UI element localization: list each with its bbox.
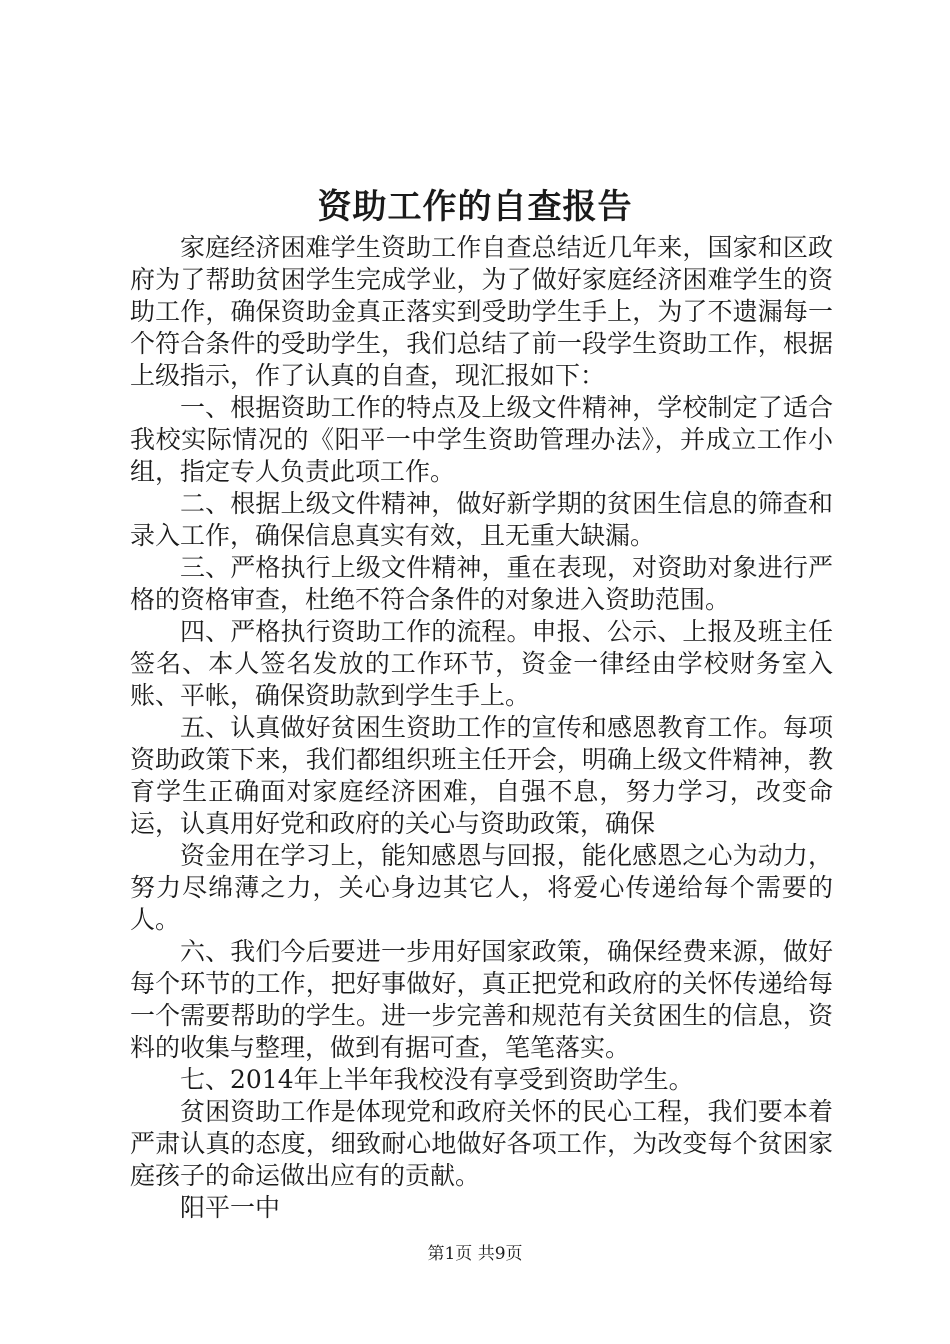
document-title: 资助工作的自查报告 bbox=[317, 187, 633, 227]
paragraph-item-3: 三、严格执行上级文件精神，重在表现，对资助对象进行严格的资格审查，杜绝不符合条件的对象进入资助范围。 bbox=[130, 553, 833, 614]
paragraph-item-5: 五、认真做好贫困生资助工作的宣传和感恩教育工作。每项资助政策下来，我们都组织班主任开会，明确上级文件精神，教育学生正确面对家庭经济困难，自强不息，努力学习，改变命运，认真用好党和政府的关心与资助政策，确保 bbox=[130, 713, 833, 838]
document-body bbox=[130, 232, 833, 1224]
paragraph-item-7: 七、2014年上半年我校没有享受到资助学生。 bbox=[180, 1065, 694, 1094]
page-indicator: 第1页 共9页 bbox=[427, 1244, 523, 1264]
paragraph-intro: 家庭经济困难学生资助工作自查总结近几年来，国家和区政府为了帮助贫困学生完成学业，为了做好家庭经济困难学生的资助工作，确保资助金真正落实到受助学生手上，为了不遗漏每一个符合条件的受助学生，我们总结了前一段学生资助工作，根据上级指示，作了认真的自查，现汇报如下： bbox=[130, 233, 833, 390]
paragraph-item-1: 一、根据资助工作的特点及上级文件精神，学校制定了适合我校实际情况的《阳平一中学生资助管理办法》，并成立工作小组，指定专人负责此项工作。 bbox=[130, 393, 833, 486]
paragraph-conclusion: 贫困资助工作是体现党和政府关怀的民心工程，我们要本着严肃认真的态度，细致耐心地做好各项工作，为改变每个贫困家庭孩子的命运做出应有的贡献。 bbox=[130, 1097, 833, 1190]
paragraph-item-6: 六、我们今后要进一步用好国家政策，确保经费来源，做好每个环节的工作，把好事做好，真正把党和政府的关怀传递给每一个需要帮助的学生。进一步完善和规范有关贫困生的信息，资料的收集与整理，做到有据可查，笔笔落实。 bbox=[130, 937, 833, 1062]
paragraph-item-5-continued: 资金用在学习上，能知感恩与回报，能化感恩之心为动力，努力尽绵薄之力，关心身边其它人，将爱心传递给每个需要的人。 bbox=[130, 841, 833, 934]
paragraph-item-2: 二、根据上级文件精神，做好新学期的贫困生信息的筛查和录入工作，确保信息真实有效，且无重大缺漏。 bbox=[130, 489, 833, 550]
signature: 阳平一中 bbox=[180, 1193, 281, 1222]
paragraph-item-4: 四、严格执行资助工作的流程。申报、公示、上报及班主任签名、本人签名发放的工作环节，资金一律经由学校财务室入账、平帐，确保资助款到学生手上。 bbox=[130, 617, 833, 710]
